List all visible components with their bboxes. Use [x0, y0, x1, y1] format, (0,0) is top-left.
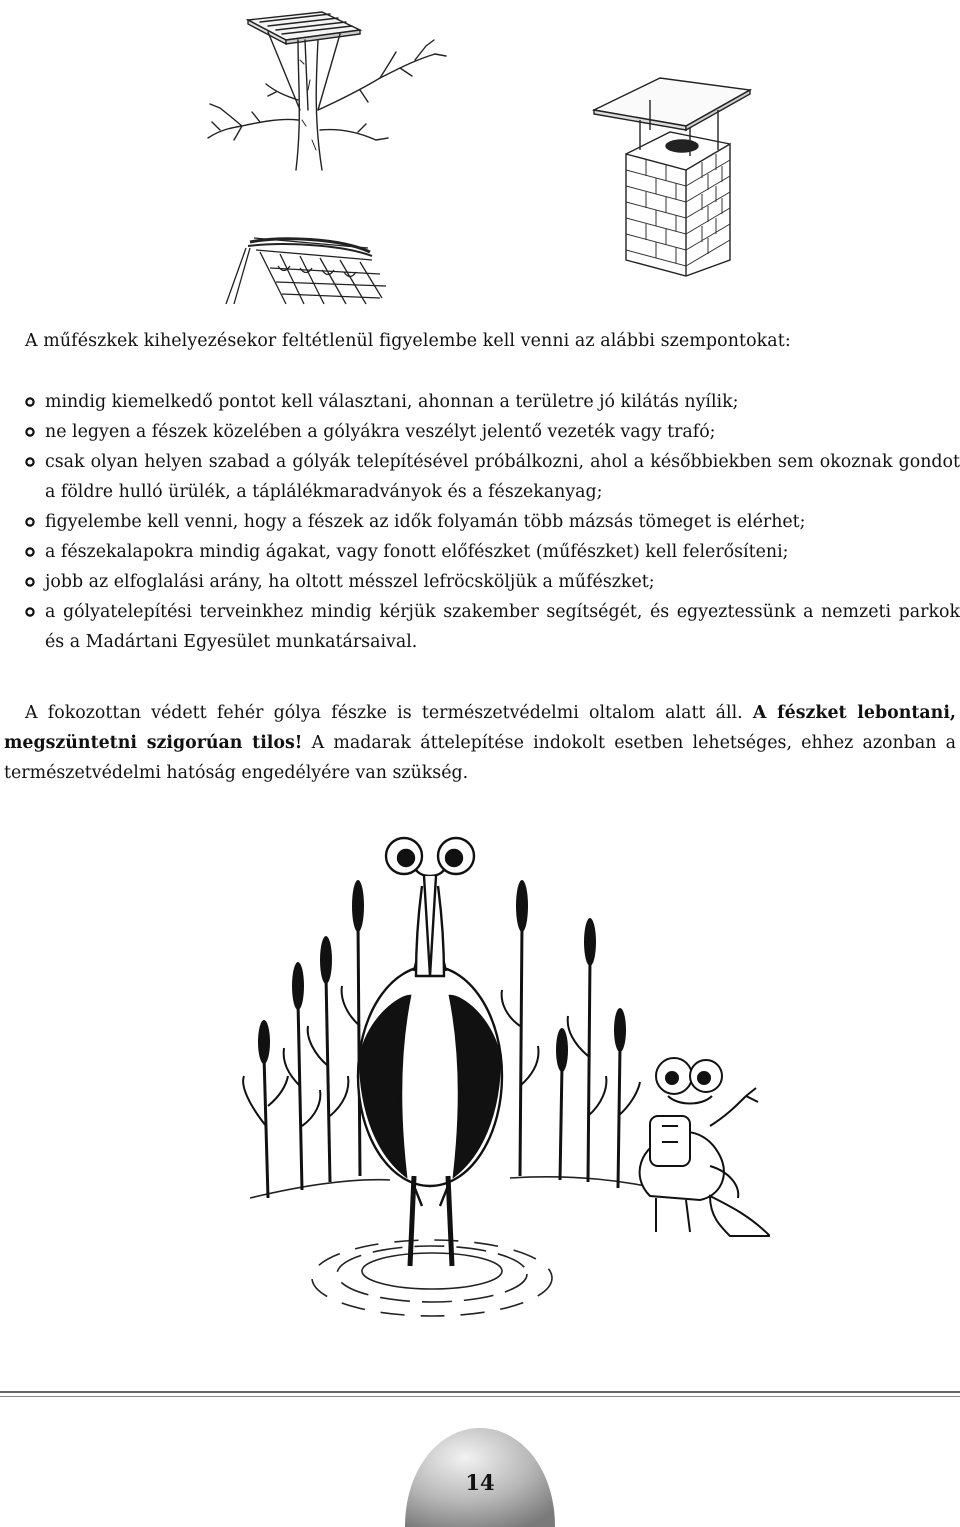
list-item: mindig kiemelkedő pontot kell választani, ahonnan a területre jó kilátás nyílik;	[25, 387, 960, 417]
bullet-icon	[25, 517, 35, 527]
chimney-nest-illustration	[590, 70, 770, 280]
intro-text: A műfészkek kihelyezésekor feltétlenül figyelembe kell venni az alábbi szempontokat:	[25, 331, 791, 351]
protection-lead: A fokozottan védett fehér gólya fészke is természetvédelmi oltalom alatt áll.	[25, 703, 753, 723]
tree-nest-illustration	[190, 0, 460, 180]
list-item: a gólyatelepítési terveinkhez mindig kérjük szakember segítségét, és egyeztessünk a nemzeti parkok és a Madártani Egyesület munkatársaival.	[25, 597, 960, 657]
nest-placement-list	[25, 387, 960, 657]
list-item: figyelembe kell venni, hogy a fészek az idők folyamán több mázsás tömeget is elérhet;	[25, 507, 960, 537]
list-item: a fészekalapokra mindig ágakat, vagy fonott előfészket (műfészket) kell felerősíteni;	[25, 537, 960, 567]
list-item: ne legyen a fészek közelében a gólyákra veszélyt jelentő vezeték vagy trafó;	[25, 417, 960, 447]
bullet-icon	[25, 427, 35, 437]
list-item: jobb az elfoglalási arány, ha oltott mésszel lefröcsköljük a műfészket;	[25, 567, 960, 597]
protection-tail: A madarak áttelepítése indokolt esetben lehetséges, ehhez azonban a természetvédelmi hatóság engedélyére van szükség.	[4, 733, 956, 783]
roof-nest-illustration	[220, 228, 400, 308]
bullet-icon	[25, 607, 35, 617]
stork-cartoon-illustration	[210, 826, 770, 1326]
page-divider	[0, 1391, 960, 1393]
page-divider-thin	[0, 1396, 960, 1397]
protection-paragraph	[4, 698, 956, 788]
bullet-icon	[25, 577, 35, 587]
bullet-icon	[25, 397, 35, 407]
list-item: csak olyan helyen szabad a gólyák telepítésével próbálkozni, ahol a későbbiekben sem okoznak gondot a földre hulló ürülék, a táplálékmaradványok és a fészekanyag;	[25, 447, 960, 507]
protection-warning: A fészket lebontani, megszüntetni szigorúan tilos!	[4, 703, 956, 753]
bullet-icon	[25, 547, 35, 557]
page-number: 14	[465, 1470, 495, 1495]
bullet-icon	[25, 457, 35, 467]
